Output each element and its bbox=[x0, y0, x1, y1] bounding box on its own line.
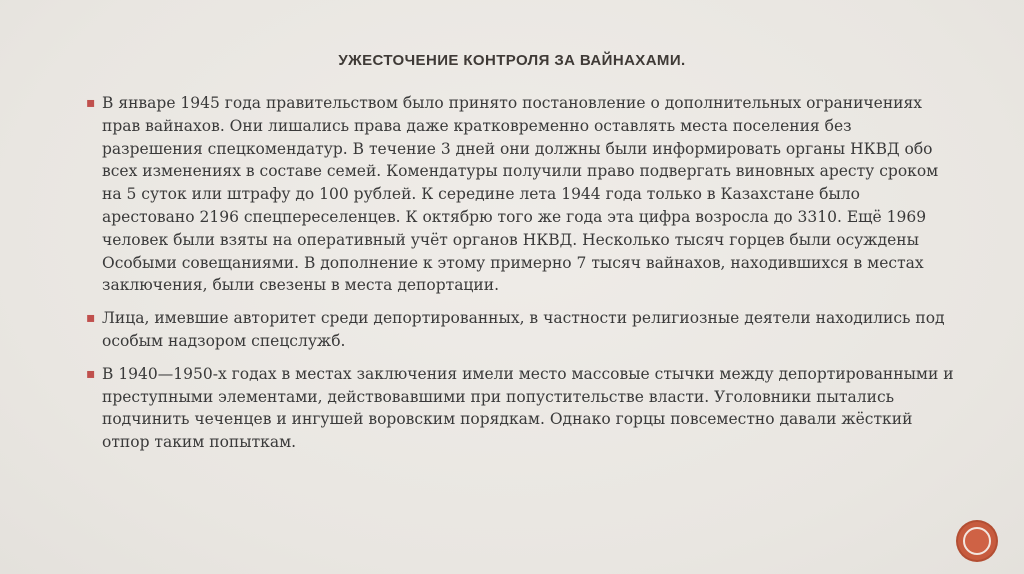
bullet-marker-icon: ▪ bbox=[86, 95, 96, 111]
slide-title: УЖЕСТОЧЕНИЕ КОНТРОЛЯ ЗА ВАЙНАХАМИ. bbox=[338, 52, 686, 69]
circle-badge-icon bbox=[958, 522, 996, 560]
slide-content bbox=[86, 92, 956, 464]
bullet-marker-icon: ▪ bbox=[86, 310, 96, 327]
bullet-item bbox=[86, 307, 956, 353]
badge-ring bbox=[963, 527, 991, 555]
bullet-item bbox=[86, 92, 956, 297]
bullet-text: В январе 1945 года правительством было принято постановление о дополнительных ограничениях прав вайнахов. Они лишались права даже кратковременно оставлять места поселения без разрешения спецкомендатур. В течение 3 дней они должны были информировать органы НКВД обо всех изменениях в составе семей. Комендатуры получили право подвергать виновных аресту сроком на 5 суток или штрафу до 100 рублей. К середине лета 1944 года только в Казахстане было арестовано 2196 спецпереселенцев. К октябрю того же года эта цифра возросла до 3310. Ещё 1969 человек были взяты на оперативный учёт органов НКВД. Несколько тысяч горцев были осуждены Особыми совещаниями. В дополнение к этому примерно 7 тысяч вайнахов, находившихся в местах заключения, были свезены в места депортации. bbox=[102, 94, 939, 295]
bullet-text: В 1940—1950-х годах в местах заключения имели место массовые стычки между депортированными и преступными элементами, действовавшими при попустительстве власти. Уголовники пытались подчинить чеченцев и ингушей воровским порядкам. Однако горцы повсеместно давали жёсткий отпор таким попыткам. bbox=[102, 364, 954, 452]
bullet-marker-icon: ▪ bbox=[86, 365, 96, 382]
bullet-text: Лица, имевшие авторитет среди депортированных, в частности религиозные деятели находились под особым надзором спецслужб. bbox=[102, 309, 945, 350]
bullet-item bbox=[86, 363, 956, 454]
